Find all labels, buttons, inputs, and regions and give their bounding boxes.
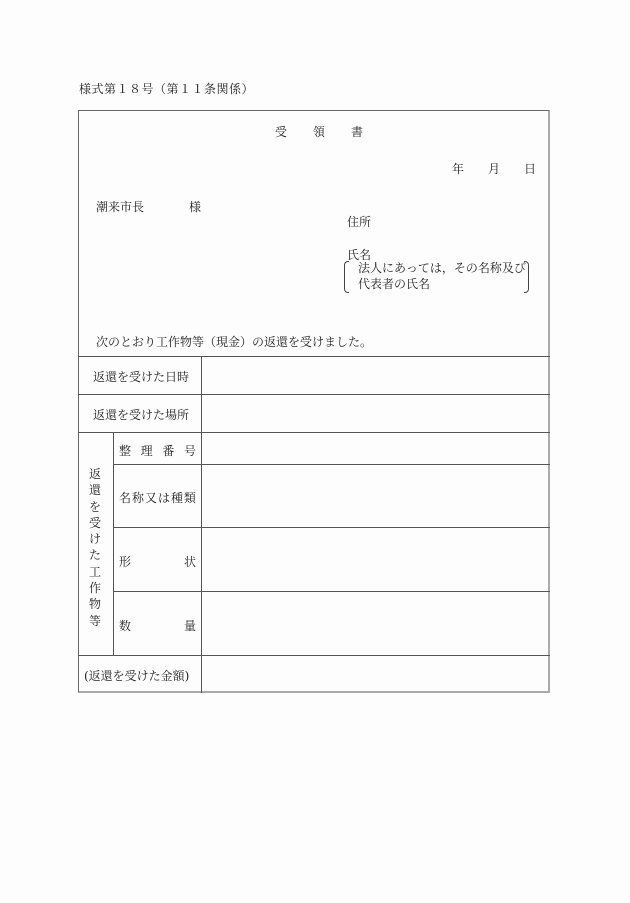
left-bracket-icon [344,261,349,293]
date-field[interactable] [452,160,536,177]
returned-items-group-label: 返 還 を 受 け た 工 作 物 等 [88,467,101,628]
amount-label: (返還を受けた金額) [84,669,190,683]
return-place-field[interactable] [202,395,549,432]
column-divider [113,432,114,655]
form-number: 様式第１８号（第１１条関係） [79,82,255,96]
name-label: 氏名 [347,248,372,262]
month-label: 月 [488,162,501,176]
day-label: 日 [524,162,537,176]
serial-number-field[interactable] [202,433,549,464]
title-char: 受 [275,125,288,139]
address-label: 住所 [347,215,372,229]
right-bracket-icon [524,261,529,293]
serial-number-label: 整 理 番 号 [119,444,196,458]
statement: 次のとおり工作物等（現金）の返還を受けました。 [96,335,373,349]
form-title [275,123,363,140]
quantity-field[interactable] [202,592,549,655]
name-or-type-field[interactable] [202,465,549,527]
amount-field[interactable] [202,656,549,692]
title-char: 領 [313,125,326,139]
quantity-label: 数 量 [119,619,196,633]
name-or-type-label: 名 称 又 は 種 類 [119,491,196,505]
honorific: 様 [189,200,202,214]
name-note-bracket [344,261,529,293]
name-note-line-2: 代表者の氏名 [358,277,431,291]
name-note-line-1: 法人にあっては，その名称及び [358,261,526,275]
year-label: 年 [452,162,465,176]
shape-label: 形 状 [119,555,196,569]
return-datetime-label: 返還を受けた日時 [93,370,190,384]
return-place-label: 返還を受けた場所 [93,408,190,422]
shape-field[interactable] [202,528,549,591]
addressee: 潮来市長 [96,200,145,214]
return-datetime-field[interactable] [202,357,549,394]
title-char: 書 [351,125,364,139]
